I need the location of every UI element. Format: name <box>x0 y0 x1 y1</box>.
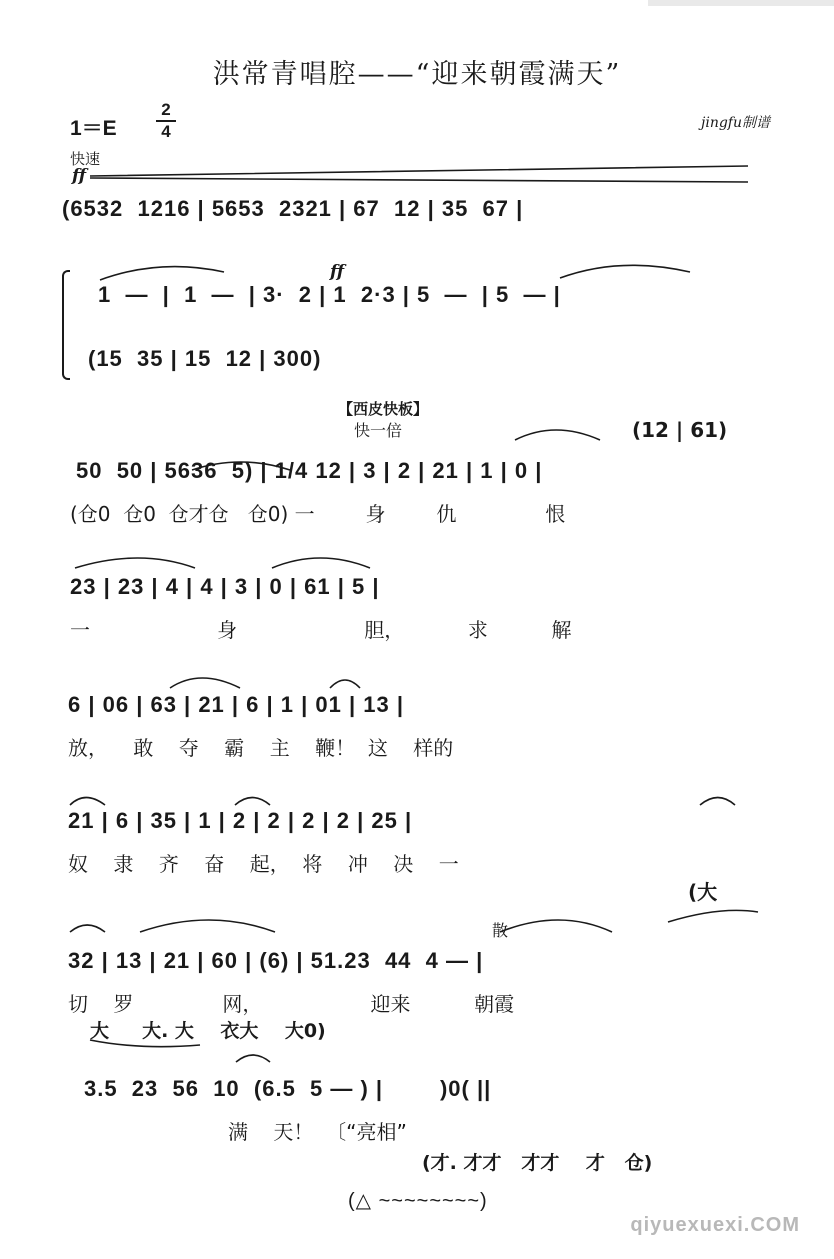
system-7 <box>62 808 774 908</box>
slur <box>700 798 735 806</box>
section-tempo: 快一倍 <box>354 421 403 440</box>
dynamic-ff-2: ff <box>330 262 345 282</box>
notation-line: 50 50 | 5636 5) | 1/4 12 | 3 | 2 | 21 | 1 | 0 | <box>76 458 543 483</box>
hairpin-line <box>90 166 748 182</box>
slur <box>70 798 105 806</box>
slur <box>236 1055 270 1062</box>
time-numerator: 2 <box>161 100 171 119</box>
lyrics-line: 奴 隶 齐 奋 起， 将 冲 决 一 <box>68 852 459 876</box>
notation-line: 21 | 6 | 35 | 1 | 2 | 2 | 2 | 2 | 25 | <box>68 808 413 833</box>
notation-line: 32 | 13 | 21 | 60 | (6) | 51.23 44 4 — | <box>68 948 484 973</box>
notation-line: 3.5 23 56 10 (6.5 5 — ) | )0( || <box>84 1076 492 1101</box>
slur <box>235 798 270 806</box>
lyrics-line: 满 天！ 〔“亮相” <box>228 1120 407 1144</box>
system-2 <box>62 282 774 322</box>
notation-line: (6532 1216 | 5653 2321 | 67 12 | 35 67 | <box>62 196 524 221</box>
time-denominator: 4 <box>161 122 171 141</box>
slur <box>75 558 195 568</box>
notation-line: (15 35 | 15 12 | 300) <box>88 346 322 371</box>
slur <box>170 678 240 688</box>
notation-line: 6 | 06 | 63 | 21 | 6 | 1 | 01 | 13 | <box>68 692 404 717</box>
system-1 <box>62 190 774 230</box>
slur <box>100 267 224 280</box>
system-5 <box>62 574 774 654</box>
notation-line: 23 | 23 | 4 | 4 | 3 | 0 | 61 | 5 | <box>70 574 380 599</box>
section-label: 【西皮快板】 <box>338 400 429 418</box>
transcriber-credit: jingfu制谱 <box>701 115 770 131</box>
lyrics-line: 切 罗 网， 迎来 朝霞 <box>68 992 515 1016</box>
lyrics-line: 放， 敢 夺 霸 主 鞭！ 这 样的 <box>68 736 454 760</box>
system-6 <box>62 692 774 772</box>
percussion-line: (才. 才才 才才 才 仓) <box>422 1152 653 1174</box>
slur <box>330 680 360 688</box>
dynamic-ff: ff <box>72 166 87 186</box>
slur <box>560 265 690 278</box>
site-watermark: qiyuexuexi.COM <box>630 1214 800 1236</box>
scatter-marking: 散 <box>492 921 509 940</box>
notation-line: (△ ~~~~~~~~) <box>348 1190 488 1212</box>
score-title: 洪常青唱腔——“迎来朝霞满天” <box>212 59 622 90</box>
tempo-marking: 快速 <box>70 150 101 168</box>
accompaniment-line: (大 <box>688 880 718 904</box>
system-3 <box>62 346 774 386</box>
system-9 <box>62 1076 774 1186</box>
lyrics-line: (仓0 仓0 仓才仓 仓0) 一 身 仇 恨 <box>70 502 566 526</box>
system-8 <box>62 912 774 1042</box>
accompaniment-line: (12 | 61) <box>632 418 728 442</box>
key-signature: 1＝E <box>70 117 117 140</box>
percussion-line: 大 大. 大 衣大 大0) <box>90 1020 326 1042</box>
lyrics-line: 一 身 胆， 求 解 <box>70 618 572 642</box>
system-4 <box>62 416 774 526</box>
slur <box>272 558 370 568</box>
notation-line: 1 — | 1 — | 3· 2 | 1 2·3 | 5 — | 5 — | <box>98 282 561 307</box>
